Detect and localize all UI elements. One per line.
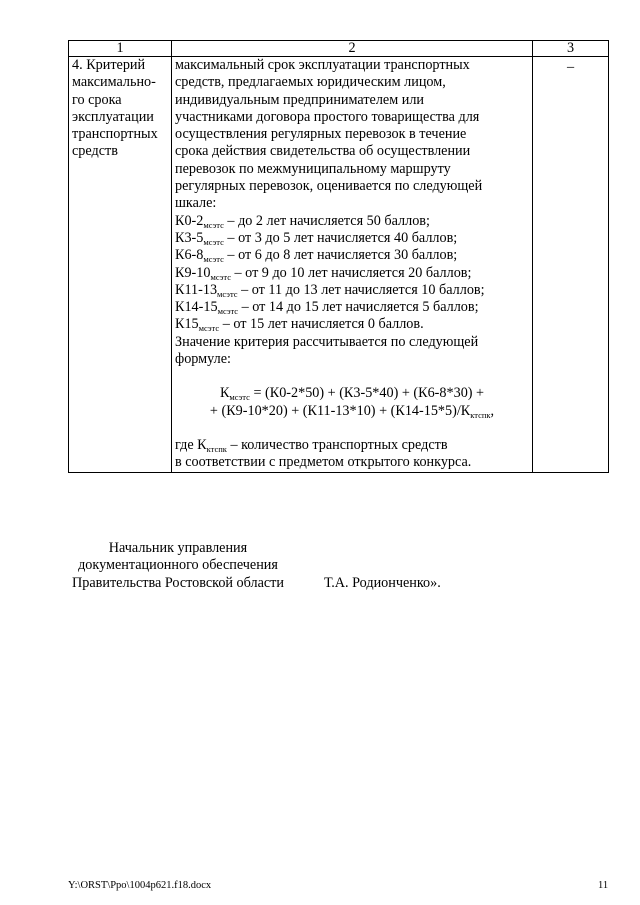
scale-item: $К14-15_{мсэтс}$ – от 14 до 15 лет начисляется 5 баллов; [175, 299, 479, 317]
scale-item: $К15_{мсэтс}$ – от 15 лет начисляется 0 баллов. [175, 316, 424, 334]
criterion-description-cell [172, 57, 533, 473]
footer-file-path: Y:\ORST\Ppo\1004p621.f18.docx [68, 880, 212, 891]
formula-where-line: где $К_{ктспк}$ – количество транспортных средств [175, 436, 448, 454]
criterion-name-line: го срока [72, 91, 122, 108]
criterion-name-line: эксплуатации [72, 108, 154, 125]
dash-value: – [566, 59, 575, 75]
table-row [69, 57, 609, 473]
criteria-table [68, 40, 609, 473]
criterion-name-line: 4. Критерий [72, 57, 146, 73]
formula-where-line-2: в соответствии с предметом открытого конкурса. [175, 454, 472, 471]
scale-item: $К0-2_{мсэтс}$ – до 2 лет начисляется 50 баллов; [175, 212, 430, 230]
description-line: срока действия свидетельства об осуществлении [175, 143, 471, 160]
page-number: 11 [598, 880, 609, 891]
description-line: максимальный срок эксплуатации транспортных [175, 57, 470, 73]
criterion-name-line: транспортных [72, 126, 158, 143]
formula-intro-line: формуле: [175, 351, 231, 368]
signatory-name: Т.А. Родионченко». [324, 575, 441, 591]
description-line: осуществления регулярных перевозок в течение [175, 126, 467, 143]
criterion-name-line: средств [72, 143, 118, 160]
signature-line: Правительства Ростовской области [72, 574, 284, 591]
signature-line: документационного обеспечения [78, 557, 278, 574]
formula-line-1: $К_{мсэтс} = (К0-2*50) + (К3-5*40) + (К6-8*30)$ + [219, 385, 485, 403]
table-header-row [69, 41, 609, 57]
signature-position [66, 540, 290, 592]
scale-item: $К11-13_{мсэтс}$ – от 11 до 13 лет начисляется 10 баллов; [175, 281, 485, 299]
scale-item: $К9-10_{мсэтс}$ – от 9 до 10 лет начисляется 20 баллов; [175, 264, 472, 282]
description-line: индивидуальным предпринимателем или [175, 91, 424, 108]
description-line: участниками договора простого товарищества для [175, 108, 480, 125]
header-col-2: 2 [172, 41, 533, 57]
criterion-value-cell [533, 57, 609, 473]
description-line: перевозок по межмуниципальному маршруту [175, 160, 451, 177]
scale-item: $К6-8_{мсэтс}$ – от 6 до 8 лет начисляется 30 баллов; [175, 247, 458, 265]
scale-item: $К3-5_{мсэтс}$ – от 3 до 5 лет начисляется 40 баллов; [175, 229, 458, 247]
description-line: средств, предлагаемых юридическим лицом, [175, 74, 446, 91]
formula-line-2: + $(К9-10*20) + (К11-13*10) + (К14-15*5)/К_{ктспк}$, [209, 402, 495, 420]
header-col-1: 1 [69, 41, 172, 57]
criterion-name-line: максимально- [72, 74, 156, 91]
formula-intro-line: Значение критерия рассчитывается по следующей [175, 333, 479, 350]
signature-line: Начальник управления [108, 540, 248, 556]
header-col-3: 3 [533, 41, 609, 57]
description-line: регулярных перевозок, оценивается по следующей [175, 178, 483, 195]
description-line: шкале: [175, 195, 217, 212]
criterion-name-cell [69, 57, 172, 473]
